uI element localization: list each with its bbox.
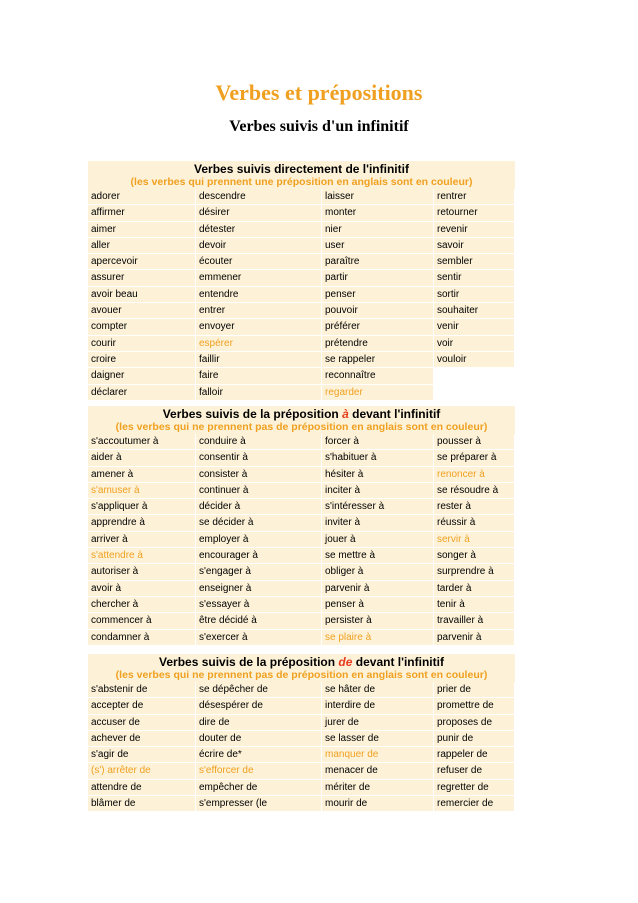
table-cell: écrire de* (196, 747, 321, 762)
section-preposition-a (88, 406, 515, 646)
heading-suffix: devant l'infinitif (352, 655, 444, 669)
table-cell: refuser de (434, 763, 514, 778)
table-row (88, 499, 515, 515)
table-cell: s'amuser à (88, 483, 195, 498)
table-cell: tenir à (434, 597, 514, 612)
table-cell: inviter à (322, 515, 433, 530)
table-cell: regretter de (434, 780, 514, 795)
table-row (88, 698, 515, 714)
table-cell: courir (88, 336, 195, 351)
table-cell: encourager à (196, 548, 321, 563)
table-cell: se décider à (196, 515, 321, 530)
table-cell: inciter à (322, 483, 433, 498)
table-cell: continuer à (196, 483, 321, 498)
table-cell: renoncer à (434, 467, 514, 482)
table-row (88, 385, 515, 401)
table-row (88, 780, 515, 796)
table-cell: réussir à (434, 515, 514, 530)
table-row (88, 189, 515, 205)
table-cell: paraître (322, 254, 433, 269)
table-row (88, 747, 515, 763)
table-row (88, 368, 515, 384)
table-cell: commencer à (88, 613, 195, 628)
table-cell: arriver à (88, 532, 195, 547)
table-cell: préférer (322, 319, 433, 334)
table-row (88, 254, 515, 270)
page-title: Verbes et prépositions (215, 80, 423, 105)
table-cell: détester (196, 222, 321, 237)
table-cell: manquer de (322, 747, 433, 762)
section-note: (les verbes qui ne prennent pas de préposition en anglais sont en couleur) (115, 669, 488, 681)
table-cell: rester à (434, 499, 514, 514)
table-cell: consister à (196, 467, 321, 482)
table-cell: surprendre à (434, 564, 514, 579)
section-note: (les verbes qui ne prennent pas de préposition en anglais sont en couleur) (115, 421, 488, 433)
table-cell: être décidé à (196, 613, 321, 628)
table-cell: entendre (196, 287, 321, 302)
table-row (88, 532, 515, 548)
table-cell: s'essayer à (196, 597, 321, 612)
table-cell: employer à (196, 532, 321, 547)
table-cell: déclarer (88, 385, 195, 400)
table-cell: penser à (322, 597, 433, 612)
table-cell: se hâter de (322, 682, 433, 697)
table-row (88, 613, 515, 629)
section-preposition-de (88, 654, 515, 812)
heading-preposition: à (342, 407, 349, 421)
table-row (88, 597, 515, 613)
table-cell: s'accoutumer à (88, 434, 195, 449)
table-cell: regarder (322, 385, 433, 400)
table-cell: reconnaître (322, 368, 433, 383)
table-row (88, 731, 515, 747)
table-cell: descendre (196, 189, 321, 204)
table-row (88, 450, 515, 466)
table-cell: devoir (196, 238, 321, 253)
table-row (88, 319, 515, 335)
table-cell: décider à (196, 499, 321, 514)
section-header (88, 406, 515, 434)
table-cell: se lasser de (322, 731, 433, 746)
table-cell: venir (434, 319, 514, 334)
table-cell: aimer (88, 222, 195, 237)
table-row (88, 467, 515, 483)
table-cell: désespérer de (196, 698, 321, 713)
table-cell: prier de (434, 682, 514, 697)
table-cell: condamner à (88, 630, 195, 645)
table-cell: retourner (434, 205, 514, 220)
table-row (88, 287, 515, 303)
table-cell: mériter de (322, 780, 433, 795)
section-direct-infinitive (88, 161, 515, 401)
heading-prefix: Verbes suivis de la préposition (159, 655, 339, 669)
table-cell: monter (322, 205, 433, 220)
table-cell: (s') arrêter de (88, 763, 195, 778)
table-cell: sembler (434, 254, 514, 269)
table-row (88, 763, 515, 779)
table-cell: blâmer de (88, 796, 195, 811)
table-row (88, 682, 515, 698)
table-cell: servir à (434, 532, 514, 547)
section-heading (88, 655, 515, 669)
section-heading: Verbes suivis directement de l'infinitif (194, 162, 409, 176)
table-cell: achever de (88, 731, 195, 746)
table-cell: croire (88, 352, 195, 367)
table-cell: parvenir à (322, 581, 433, 596)
table-row (88, 336, 515, 352)
table-cell (434, 368, 514, 383)
table-row (88, 303, 515, 319)
table-cell: emmener (196, 270, 321, 285)
table-row (88, 630, 515, 646)
table-cell: avoir beau (88, 287, 195, 302)
table-cell: s'efforcer de (196, 763, 321, 778)
table-cell: chercher à (88, 597, 195, 612)
section-note: (les verbes qui prennent une préposition en anglais sont en couleur) (130, 176, 473, 188)
section-heading (88, 407, 515, 421)
table-cell: mourir de (322, 796, 433, 811)
section-header (88, 161, 515, 189)
table-row (88, 483, 515, 499)
table-cell: espérer (196, 336, 321, 351)
table-cell: daigner (88, 368, 195, 383)
table-cell: écouter (196, 254, 321, 269)
table-cell: s'habituer à (322, 450, 433, 465)
table-row (88, 796, 515, 812)
table-cell: dire de (196, 715, 321, 730)
table-row (88, 238, 515, 254)
table-cell: aller (88, 238, 195, 253)
table-cell: entrer (196, 303, 321, 318)
table-cell: remercier de (434, 796, 514, 811)
table-cell: penser (322, 287, 433, 302)
verb-table (88, 434, 515, 646)
table-cell: se préparer à (434, 450, 514, 465)
table-cell: punir de (434, 731, 514, 746)
table-cell: faillir (196, 352, 321, 367)
page-subtitle: Verbes suivis d'un infinitif (229, 118, 409, 135)
table-cell: s'abstenir de (88, 682, 195, 697)
table-cell: se résoudre à (434, 483, 514, 498)
table-cell: consentir à (196, 450, 321, 465)
table-row (88, 715, 515, 731)
table-cell: menacer de (322, 763, 433, 778)
table-cell: se plaire à (322, 630, 433, 645)
table-cell: se rappeler (322, 352, 433, 367)
table-cell: nier (322, 222, 433, 237)
table-row (88, 352, 515, 368)
heading-prefix: Verbes suivis de la préposition (162, 407, 343, 421)
table-row (88, 564, 515, 580)
heading-suffix: devant l'infinitif (348, 407, 441, 421)
table-cell: enseigner à (196, 581, 321, 596)
table-cell: jouer à (322, 532, 433, 547)
table-cell: apprendre à (88, 515, 195, 530)
table-cell: parvenir à (434, 630, 514, 645)
table-cell: user (322, 238, 433, 253)
table-cell: avouer (88, 303, 195, 318)
table-cell: proposes de (434, 715, 514, 730)
table-cell: revenir (434, 222, 514, 237)
table-cell: autoriser à (88, 564, 195, 579)
table-row (88, 434, 515, 450)
table-cell: conduire à (196, 434, 321, 449)
table-cell: voir (434, 336, 514, 351)
table-cell: compter (88, 319, 195, 334)
table-row (88, 205, 515, 221)
table-cell: sortir (434, 287, 514, 302)
table-cell: rentrer (434, 189, 514, 204)
table-cell (434, 385, 514, 400)
table-cell: savoir (434, 238, 514, 253)
table-cell: prétendre (322, 336, 433, 351)
table-cell: interdire de (322, 698, 433, 713)
table-cell: adorer (88, 189, 195, 204)
table-cell: accuser de (88, 715, 195, 730)
table-cell: sentir (434, 270, 514, 285)
table-cell: aider à (88, 450, 195, 465)
verb-table (88, 189, 515, 401)
table-cell: laisser (322, 189, 433, 204)
table-cell: souhaiter (434, 303, 514, 318)
table-cell: jurer de (322, 715, 433, 730)
table-cell: accepter de (88, 698, 195, 713)
table-cell: obliger à (322, 564, 433, 579)
table-row (88, 515, 515, 531)
table-cell: s'exercer à (196, 630, 321, 645)
table-cell: attendre de (88, 780, 195, 795)
table-cell: hésiter à (322, 467, 433, 482)
table-cell: promettre de (434, 698, 514, 713)
table-cell: travailler à (434, 613, 514, 628)
table-cell: douter de (196, 731, 321, 746)
table-row (88, 548, 515, 564)
table-row (88, 222, 515, 238)
table-cell: apercevoir (88, 254, 195, 269)
table-cell: rappeler de (434, 747, 514, 762)
table-cell: amener à (88, 467, 195, 482)
table-cell: pouvoir (322, 303, 433, 318)
table-cell: faire (196, 368, 321, 383)
table-cell: assurer (88, 270, 195, 285)
table-row (88, 270, 515, 286)
table-cell: falloir (196, 385, 321, 400)
table-cell: se mettre à (322, 548, 433, 563)
table-cell: songer à (434, 548, 514, 563)
table-cell: envoyer (196, 319, 321, 334)
table-row (88, 581, 515, 597)
table-cell: pousser à (434, 434, 514, 449)
heading-preposition: de (338, 655, 353, 669)
table-cell: forcer à (322, 434, 433, 449)
table-cell: s'agir de (88, 747, 195, 762)
table-cell: se dépêcher de (196, 682, 321, 697)
table-cell: s'appliquer à (88, 499, 195, 514)
table-cell: s'intéresser à (322, 499, 433, 514)
table-cell: désirer (196, 205, 321, 220)
table-cell: empêcher de (196, 780, 321, 795)
table-cell: persister à (322, 613, 433, 628)
section-header (88, 654, 515, 682)
table-cell: partir (322, 270, 433, 285)
table-cell: s'empresser (le (196, 796, 321, 811)
table-cell: s'attendre à (88, 548, 195, 563)
verb-table (88, 682, 515, 812)
table-cell: s'engager à (196, 564, 321, 579)
table-cell: tarder à (434, 581, 514, 596)
table-cell: vouloir (434, 352, 514, 367)
table-cell: affirmer (88, 205, 195, 220)
table-cell: avoir à (88, 581, 195, 596)
